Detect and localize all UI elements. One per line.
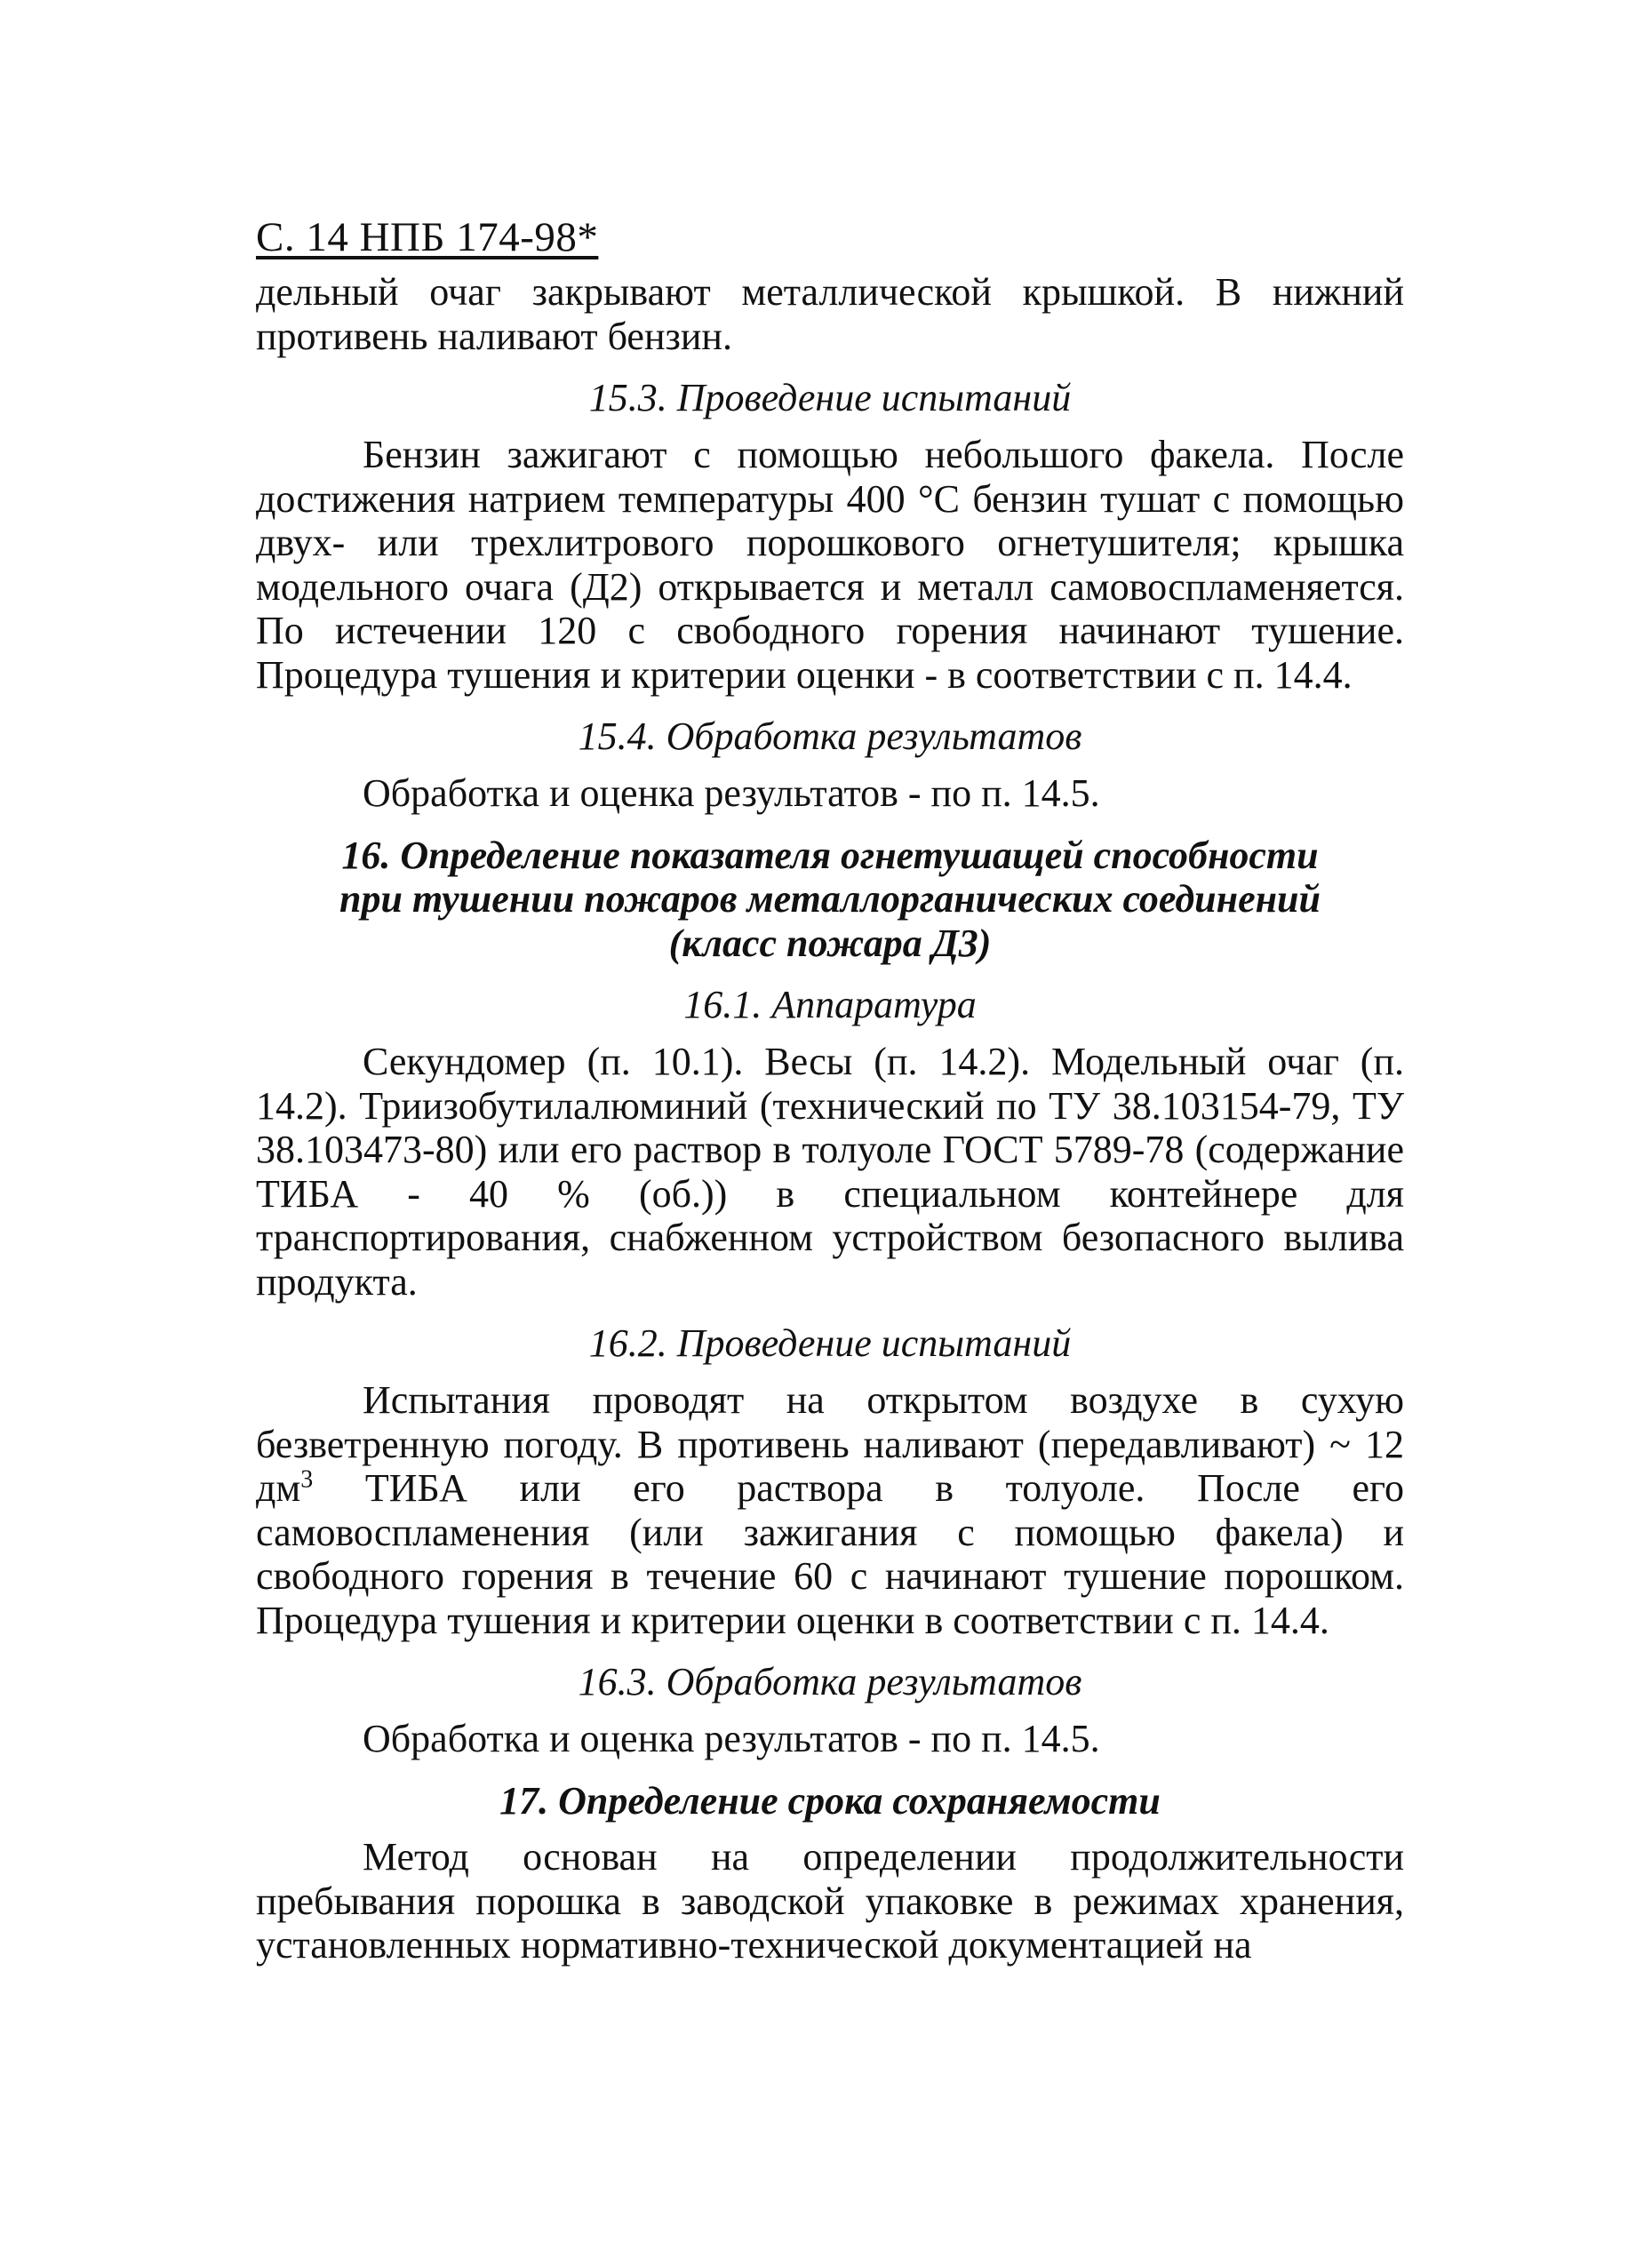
subsection-title-15-4: 15.4. Обработка результатов [578, 714, 1082, 758]
paragraph-16-2-part-b: ТИБА или его раствора в толуоле. После его самовоспламенения (или зажигания с помощью факела) и свободного горения в течение 60 с начинают тушение порошком. Процедура тушения и критерии оценки в соответствии с п. 14.4. [256, 1466, 1404, 1642]
paragraph-16-2-part-a: Испытания проводят на открытом воздухе в сухую безветренную погоду. В противень наливают (передавливают) ~ 12 дм [256, 1378, 1404, 1510]
subsection-title-16-2: 16.2. Проведение испытаний [588, 1321, 1072, 1365]
section-title-16-line3: (класс пожара Д3) [668, 921, 992, 965]
subsection-title-16-1: 16.1. Аппаратура [683, 983, 977, 1026]
section-title-16-line1: 16. Определение показателя огнетушащей способности [341, 833, 1319, 877]
continued-paragraph: дельный очаг закрывают металлической крышкой. В нижний противень наливают бензин. [256, 270, 1404, 358]
paragraph-16-1: Секундомер (п. 10.1). Весы (п. 14.2). Модельный очаг (п. 14.2). Триизобутилалюминий (технический по ТУ 38.103154-79, ТУ 38.103473-80) или его раствор в толуоле ГОСТ 5789-78 (содержание ТИБА - 40 % (об.)) в специальном контейнере для транспортирования, снабженном устройством безопасного вылива продукта. [256, 1040, 1404, 1304]
section-title-16 [256, 834, 1404, 966]
document-page [256, 213, 1404, 1967]
superscript-3: 3 [300, 1465, 314, 1494]
paragraph-16-3: Обработка и оценка результатов - по п. 14.5. [363, 1717, 1100, 1760]
section-title-17: 17. Определение срока сохраняемости [499, 1778, 1161, 1823]
section-title-16-line2: при тушении пожаров металлорганических соединений [339, 877, 1321, 921]
subsection-title-16-3: 16.3. Обработка результатов [578, 1660, 1082, 1703]
paragraph-16-2 [256, 1378, 1404, 1642]
paragraph-17: Метод основан на определении продолжительности пребывания порошка в заводской упаковке в режимах хранения, установленных нормативно-технической документацией на [256, 1835, 1404, 1967]
subsection-title-15-3: 15.3. Проведение испытаний [588, 376, 1072, 419]
paragraph-15-3: Бензин зажигают с помощью небольшого факела. После достижения натрием температуры 400 °С бензин тушат с помощью двух- или трехлитрового порошкового огнетушителя; крышка модельного очага (Д2) открывается и металл самовоспламеняется. По истечении 120 с свободного горения начинают тушение. Процедура тушения и критерии оценки - в соответствии с п. 14.4. [256, 433, 1404, 697]
paragraph-15-4: Обработка и оценка результатов - по п. 14.5. [363, 771, 1100, 815]
page-header: С. 14 НПБ 174-98* [256, 214, 599, 260]
